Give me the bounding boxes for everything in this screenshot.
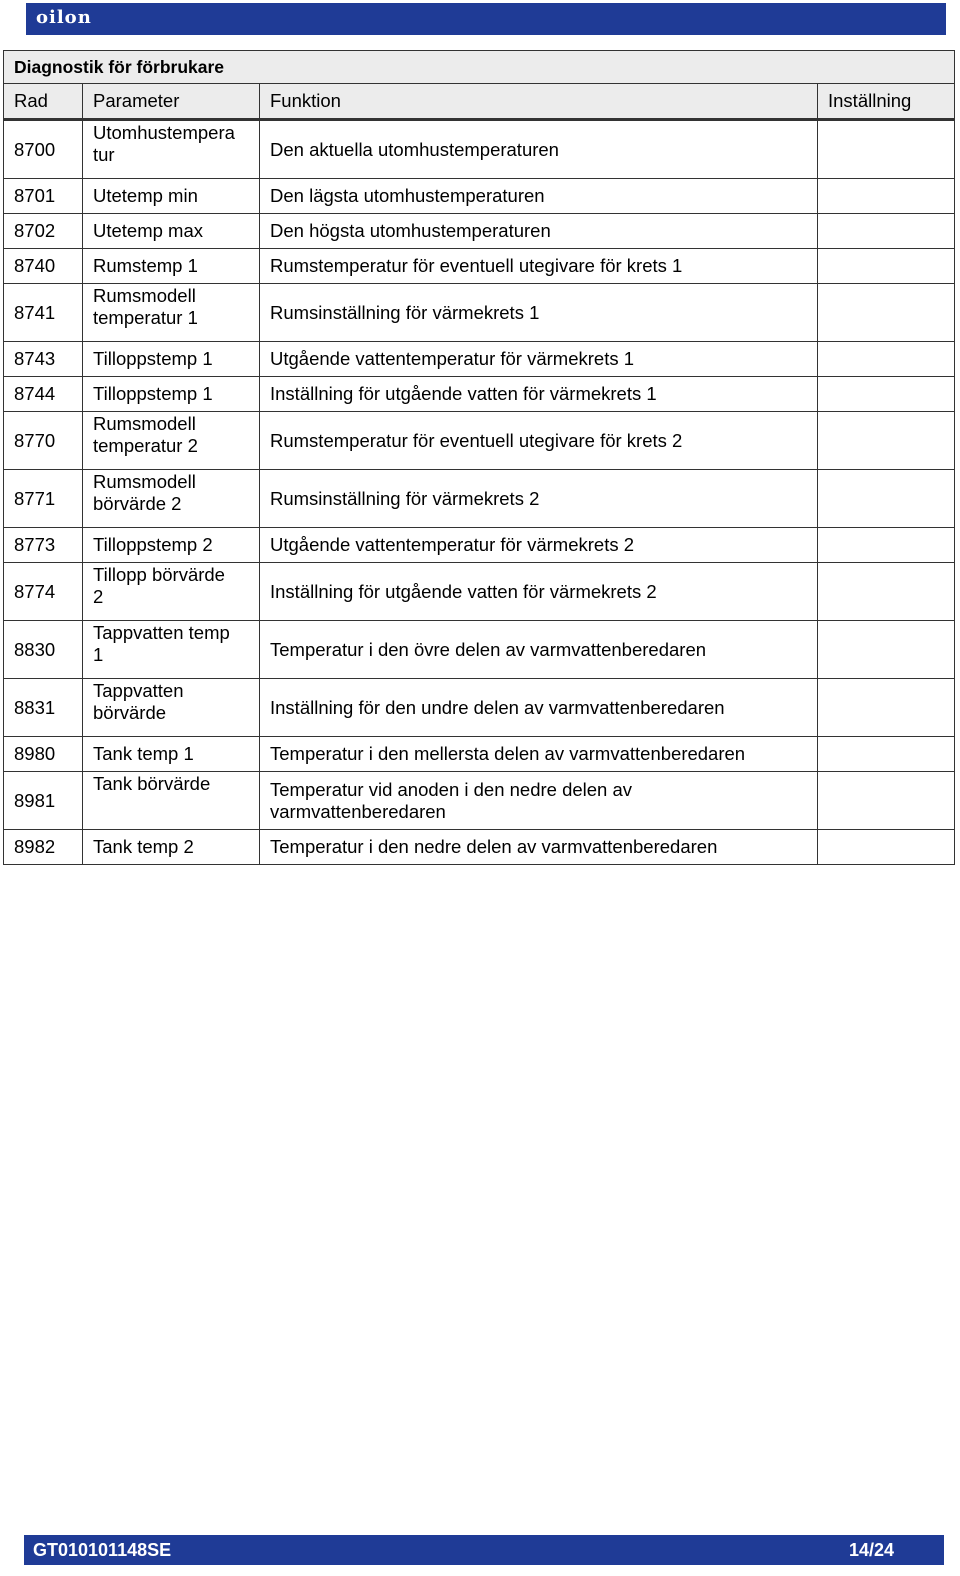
table-title: Diagnostik för förbrukare bbox=[4, 51, 955, 84]
table-row bbox=[4, 249, 955, 284]
cell-rad: 8740 bbox=[4, 249, 83, 284]
table-title-row bbox=[4, 51, 955, 84]
cell-funktion: Temperatur i den övre delen av varmvattenberedaren bbox=[260, 621, 818, 679]
cell-rad: 8701 bbox=[4, 179, 83, 214]
cell-rad: 8774 bbox=[4, 563, 83, 621]
cell-rad: 8773 bbox=[4, 528, 83, 563]
cell-installning bbox=[818, 214, 955, 249]
cell-funktion: Den högsta utomhustemperaturen bbox=[260, 214, 818, 249]
cell-parameter: Tank temp 1 bbox=[83, 737, 260, 772]
cell-rad: 8981 bbox=[4, 772, 83, 830]
cell-funktion: Temperatur i den nedre delen av varmvattenberedaren bbox=[260, 830, 818, 865]
cell-parameter: Rumsmodell börvärde 2 bbox=[83, 470, 260, 528]
cell-installning bbox=[818, 412, 955, 470]
cell-rad: 8770 bbox=[4, 412, 83, 470]
cell-parameter: Utomhustempera tur bbox=[83, 120, 260, 179]
table-row bbox=[4, 563, 955, 621]
cell-rad: 8980 bbox=[4, 737, 83, 772]
cell-funktion: Temperatur vid anoden i den nedre delen av varmvattenberedaren bbox=[260, 772, 818, 830]
cell-installning bbox=[818, 342, 955, 377]
table-row bbox=[4, 214, 955, 249]
cell-parameter: Tilloppstemp 2 bbox=[83, 528, 260, 563]
cell-parameter: Tilloppstemp 1 bbox=[83, 377, 260, 412]
table-row bbox=[4, 377, 955, 412]
column-header-rad: Rad bbox=[4, 84, 83, 120]
table-row bbox=[4, 621, 955, 679]
cell-funktion: Utgående vattentemperatur för värmekrets 2 bbox=[260, 528, 818, 563]
oilon-logo: oilon bbox=[36, 7, 92, 28]
table-row bbox=[4, 470, 955, 528]
cell-installning bbox=[818, 120, 955, 179]
diagnostics-table bbox=[3, 50, 955, 865]
cell-rad: 8982 bbox=[4, 830, 83, 865]
cell-parameter: Rumstemp 1 bbox=[83, 249, 260, 284]
cell-parameter: Tappvatten temp 1 bbox=[83, 621, 260, 679]
cell-installning bbox=[818, 249, 955, 284]
column-header-funktion: Funktion bbox=[260, 84, 818, 120]
cell-rad: 8831 bbox=[4, 679, 83, 737]
table-row bbox=[4, 342, 955, 377]
cell-parameter: Rumsmodell temperatur 1 bbox=[83, 284, 260, 342]
cell-rad: 8741 bbox=[4, 284, 83, 342]
cell-installning bbox=[818, 830, 955, 865]
cell-installning bbox=[818, 284, 955, 342]
cell-funktion: Den aktuella utomhustemperaturen bbox=[260, 120, 818, 179]
table-row bbox=[4, 737, 955, 772]
table-header-row bbox=[4, 84, 955, 120]
column-header-parameter: Parameter bbox=[83, 84, 260, 120]
header-bar bbox=[26, 3, 946, 35]
table-row bbox=[4, 679, 955, 737]
cell-parameter: Utetemp min bbox=[83, 179, 260, 214]
cell-funktion: Den lägsta utomhustemperaturen bbox=[260, 179, 818, 214]
cell-rad: 8743 bbox=[4, 342, 83, 377]
cell-parameter: Tilloppstemp 1 bbox=[83, 342, 260, 377]
cell-installning bbox=[818, 621, 955, 679]
cell-installning bbox=[818, 179, 955, 214]
cell-installning bbox=[818, 377, 955, 412]
table-row bbox=[4, 179, 955, 214]
table-row bbox=[4, 528, 955, 563]
cell-funktion: Rumstemperatur för eventuell utegivare för krets 2 bbox=[260, 412, 818, 470]
cell-funktion: Temperatur i den mellersta delen av varmvattenberedaren bbox=[260, 737, 818, 772]
cell-parameter: Utetemp max bbox=[83, 214, 260, 249]
cell-rad: 8744 bbox=[4, 377, 83, 412]
table-row bbox=[4, 772, 955, 830]
cell-installning bbox=[818, 737, 955, 772]
cell-funktion: Utgående vattentemperatur för värmekrets 1 bbox=[260, 342, 818, 377]
cell-rad: 8830 bbox=[4, 621, 83, 679]
cell-installning bbox=[818, 563, 955, 621]
cell-rad: 8700 bbox=[4, 120, 83, 179]
table-row bbox=[4, 830, 955, 865]
cell-rad: 8771 bbox=[4, 470, 83, 528]
table-row bbox=[4, 412, 955, 470]
cell-funktion: Inställning för utgående vatten för värmekrets 1 bbox=[260, 377, 818, 412]
cell-funktion: Rumsinställning för värmekrets 2 bbox=[260, 470, 818, 528]
table-row bbox=[4, 284, 955, 342]
cell-rad: 8702 bbox=[4, 214, 83, 249]
document-id: GT010101148SE bbox=[33, 1540, 172, 1560]
cell-parameter: Tank börvärde bbox=[83, 772, 260, 830]
column-header-installning: Inställning bbox=[818, 84, 955, 120]
cell-parameter: Tappvatten börvärde bbox=[83, 679, 260, 737]
page-number: 14/24 bbox=[848, 1540, 894, 1560]
footer-bar bbox=[24, 1535, 944, 1565]
cell-parameter: Tank temp 2 bbox=[83, 830, 260, 865]
cell-funktion: Inställning för den undre delen av varmvattenberedaren bbox=[260, 679, 818, 737]
cell-installning bbox=[818, 528, 955, 563]
cell-parameter: Tillopp börvärde 2 bbox=[83, 563, 260, 621]
cell-installning bbox=[818, 470, 955, 528]
cell-installning bbox=[818, 772, 955, 830]
cell-funktion: Rumsinställning för värmekrets 1 bbox=[260, 284, 818, 342]
cell-installning bbox=[818, 679, 955, 737]
cell-funktion: Rumstemperatur för eventuell utegivare för krets 1 bbox=[260, 249, 818, 284]
table-row bbox=[4, 120, 955, 179]
cell-funktion: Inställning för utgående vatten för värmekrets 2 bbox=[260, 563, 818, 621]
table-body bbox=[4, 120, 955, 865]
cell-parameter: Rumsmodell temperatur 2 bbox=[83, 412, 260, 470]
